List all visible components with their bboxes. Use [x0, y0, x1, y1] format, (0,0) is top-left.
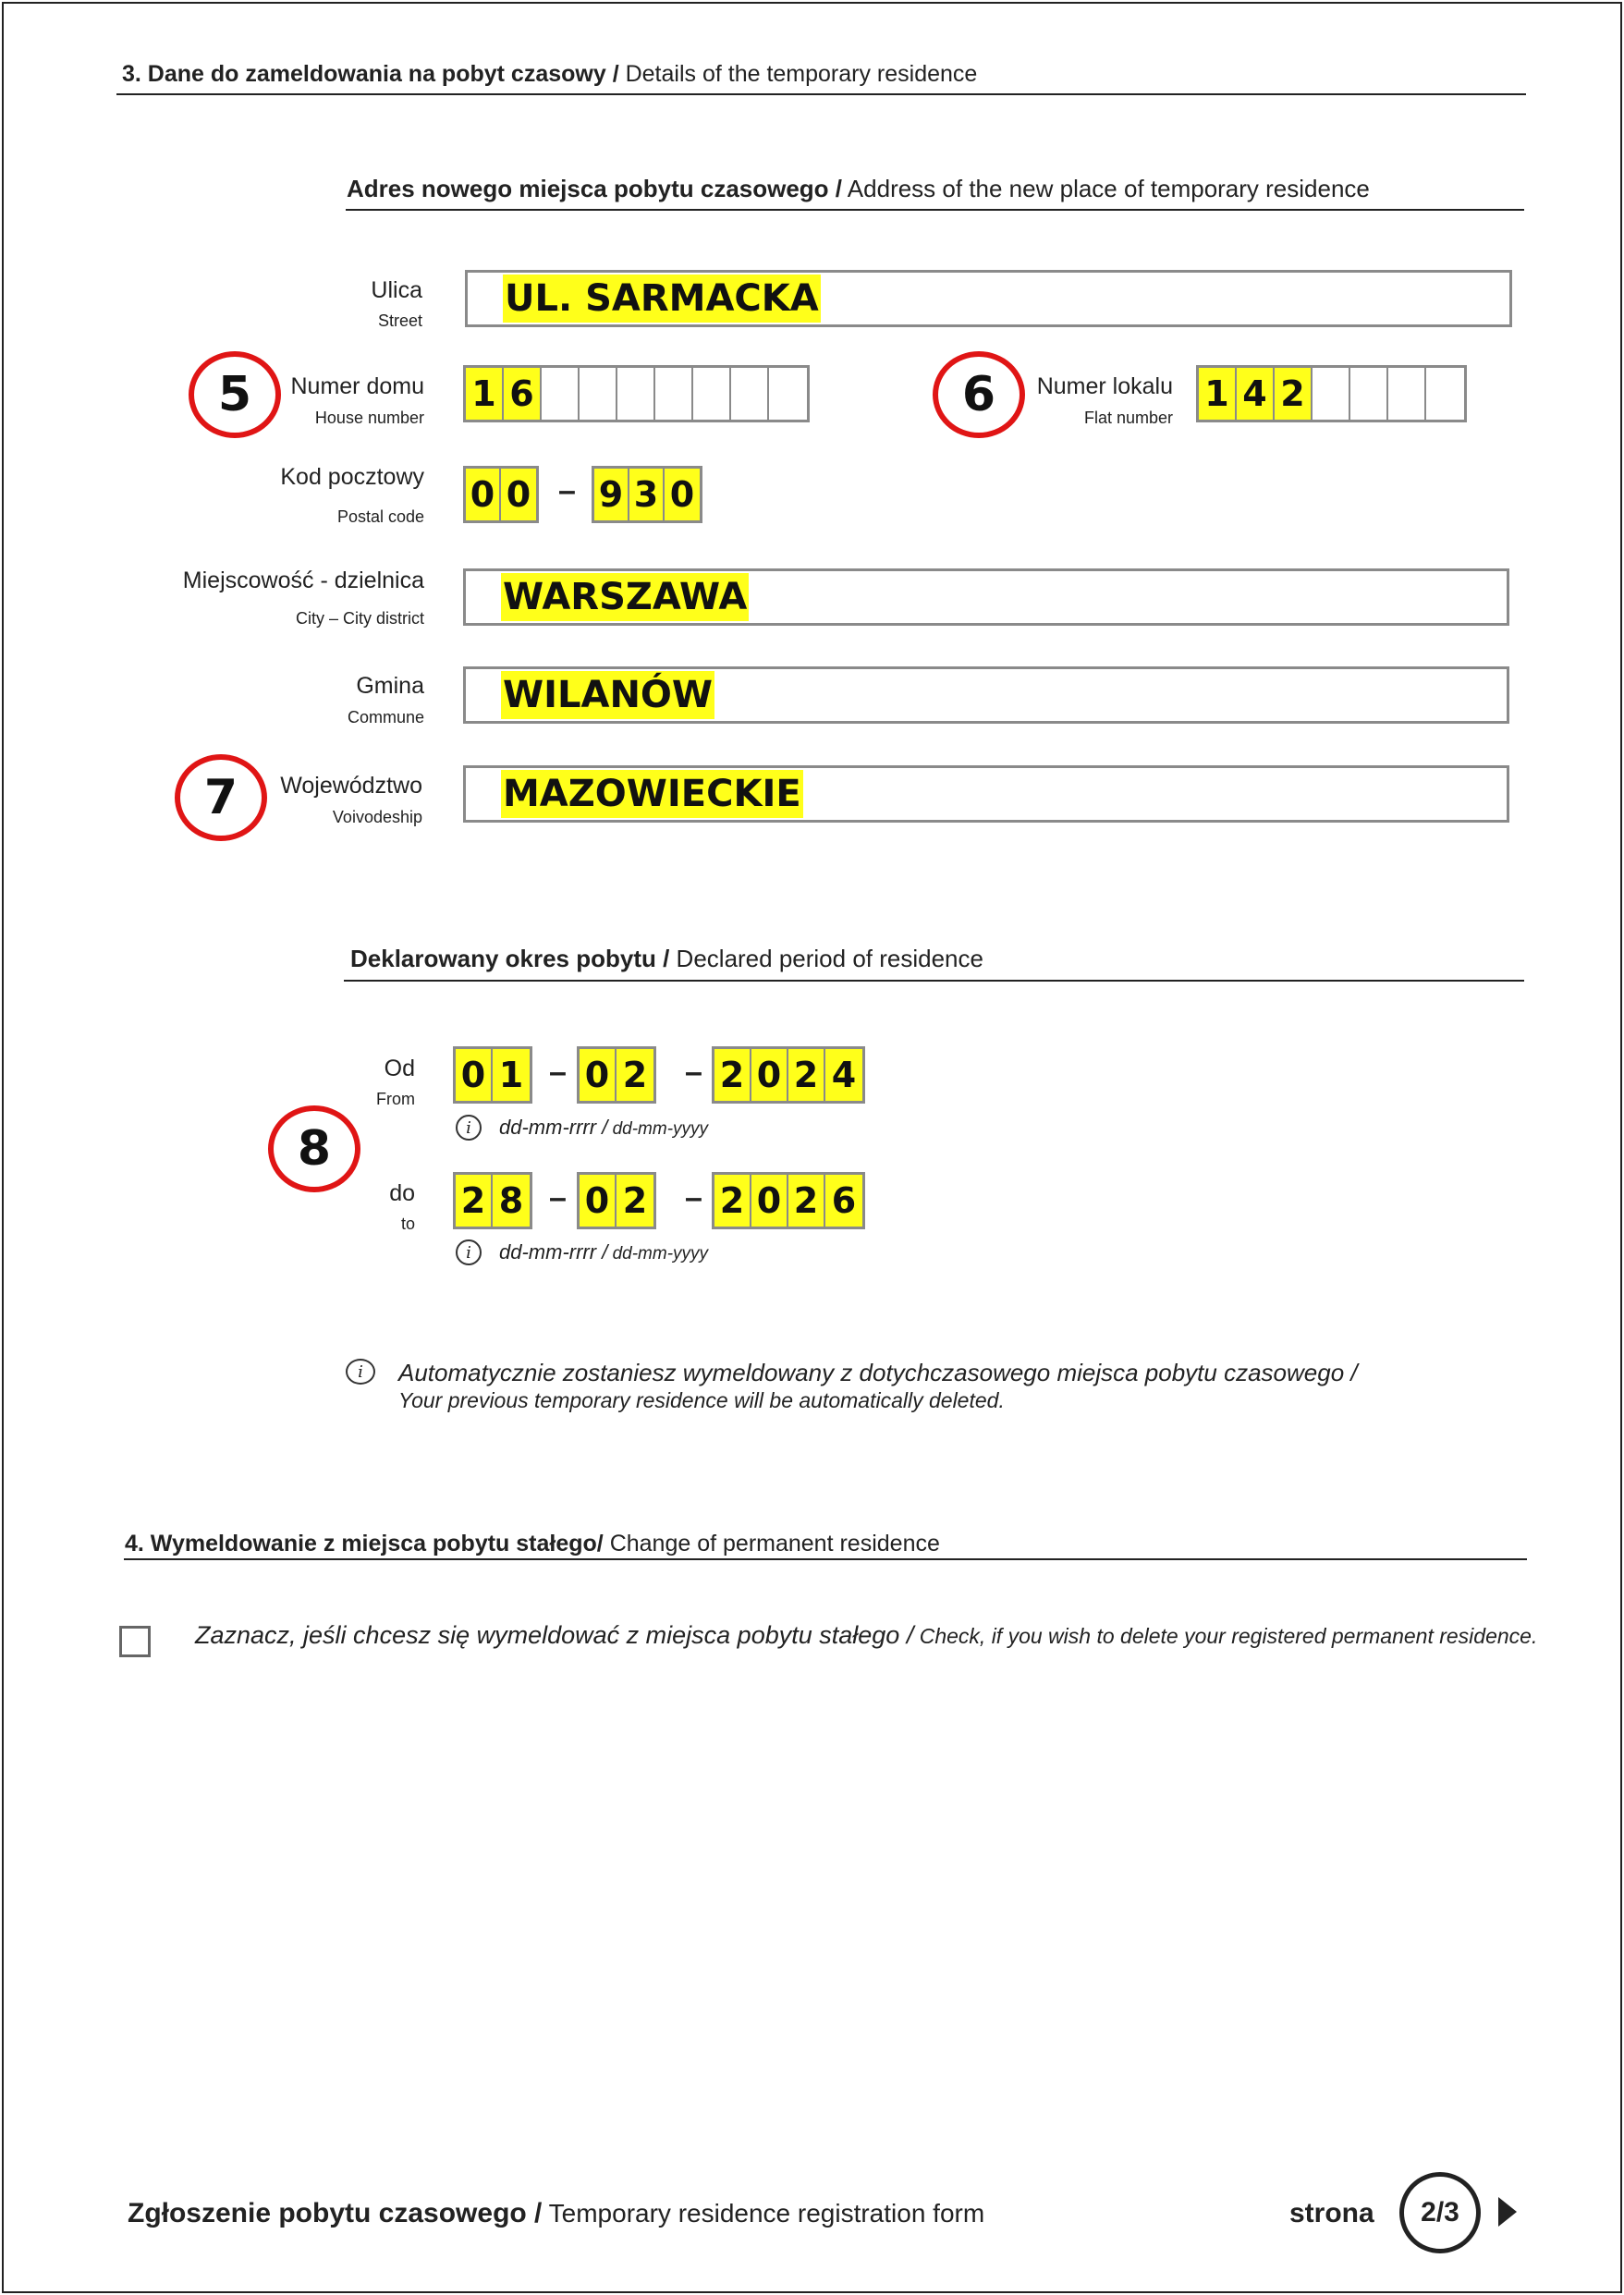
voivodeship-value: MAZOWIECKIE	[501, 770, 803, 818]
char-value: 0	[584, 1055, 610, 1095]
section-3-rule	[116, 93, 1526, 95]
char-value: 2	[622, 1055, 648, 1095]
to-label-en: to	[400, 1215, 415, 1233]
char-box[interactable]	[825, 1175, 862, 1227]
street-value: UL. SARMACKA	[503, 275, 821, 323]
postal-code-label-en: Postal code	[336, 507, 424, 526]
char-value: 0	[756, 1055, 782, 1095]
char-box[interactable]	[1388, 368, 1426, 420]
char-box[interactable]	[466, 469, 501, 520]
char-value: 0	[756, 1180, 782, 1221]
marker-5: 5	[189, 351, 281, 438]
char-value: 2	[622, 1180, 648, 1221]
char-box[interactable]	[456, 1175, 493, 1227]
char-box[interactable]	[1350, 368, 1388, 420]
char-box[interactable]	[751, 1175, 788, 1227]
to-label: do	[389, 1180, 415, 1206]
char-box[interactable]	[629, 469, 665, 520]
next-page-arrow-icon[interactable]	[1498, 2197, 1517, 2227]
from-date-format-hint: dd-mm-rrrr / dd-mm-yyyy	[499, 1116, 709, 1139]
to-info-icon: i	[456, 1239, 482, 1265]
char-box[interactable]	[617, 368, 655, 420]
city-input[interactable]	[463, 568, 1509, 626]
char-value: 2	[793, 1055, 819, 1095]
char-box[interactable]	[580, 1175, 617, 1227]
char-box[interactable]	[714, 1049, 751, 1101]
from-label-en: From	[376, 1090, 415, 1108]
street-input[interactable]	[465, 270, 1512, 327]
delete-permanent-residence-checkbox[interactable]	[119, 1626, 151, 1657]
char-box[interactable]	[1426, 368, 1464, 420]
form-page	[2, 2, 1622, 2293]
char-value: 1	[498, 1055, 524, 1095]
char-box[interactable]	[580, 368, 617, 420]
city-label: Miejscowość - dzielnica	[182, 568, 424, 593]
to-year-input[interactable]	[712, 1172, 865, 1229]
char-value: 0	[584, 1180, 610, 1221]
char-box[interactable]	[1313, 368, 1350, 420]
char-box[interactable]	[751, 1049, 788, 1101]
section-4-rule	[124, 1558, 1527, 1560]
flat-number-input[interactable]	[1196, 365, 1467, 422]
page-number-indicator: 2/3	[1399, 2172, 1481, 2253]
char-box[interactable]	[1275, 368, 1313, 420]
period-rule	[344, 980, 1524, 982]
period-subtitle: Deklarowany okres pobytu / Declared period of residence	[350, 945, 983, 972]
postal-code-label: Kod pocztowy	[280, 464, 424, 490]
char-value: 0	[506, 474, 531, 515]
char-value: 2	[719, 1180, 745, 1221]
char-value: 6	[831, 1180, 857, 1221]
char-box[interactable]	[665, 469, 700, 520]
section-4-title: 4. Wymeldowanie z miejsca pobytu stałego/ Change of permanent residence	[125, 1531, 940, 1556]
from-label: Od	[384, 1056, 415, 1081]
char-value: 4	[831, 1055, 857, 1095]
commune-label-en: Commune	[347, 708, 424, 726]
voivodeship-label-en: Voivodeship	[332, 808, 422, 826]
address-rule	[346, 209, 1524, 211]
char-value: 8	[498, 1180, 524, 1221]
address-subtitle: Adres nowego miejsca pobytu czasowego / Address of the new place of temporary residence	[347, 175, 1370, 202]
footer-form-title: Zgłoszenie pobytu czasowego / Temporary residence registration form	[128, 2198, 985, 2228]
char-box[interactable]	[504, 368, 542, 420]
char-box[interactable]	[788, 1049, 825, 1101]
char-value: 9	[598, 474, 624, 515]
from-year-input[interactable]	[712, 1046, 865, 1104]
char-box[interactable]	[594, 469, 629, 520]
commune-input[interactable]	[463, 666, 1509, 724]
char-value: 2	[719, 1055, 745, 1095]
postal-code-separator: –	[558, 473, 576, 508]
char-box[interactable]	[456, 1049, 493, 1101]
char-value: 0	[669, 474, 695, 515]
char-value: 2	[793, 1180, 819, 1221]
marker-8: 8	[268, 1105, 360, 1192]
char-box[interactable]	[501, 469, 536, 520]
char-box[interactable]	[731, 368, 769, 420]
from-separator-1: –	[549, 1055, 567, 1090]
char-value: 2	[460, 1180, 486, 1221]
char-box[interactable]	[769, 368, 807, 420]
voivodeship-label: Województwo	[280, 773, 422, 799]
char-value: 1	[1204, 373, 1229, 414]
street-label-en: Street	[377, 311, 422, 330]
from-info-icon: i	[456, 1115, 482, 1141]
char-box[interactable]	[617, 1049, 653, 1101]
commune-value: WILANÓW	[501, 671, 714, 719]
postal-code-part2-input[interactable]	[592, 466, 702, 523]
char-box[interactable]	[1237, 368, 1275, 420]
char-box[interactable]	[542, 368, 580, 420]
house-number-label: Numer domu	[290, 373, 424, 399]
from-month-input[interactable]	[577, 1046, 656, 1104]
char-box[interactable]	[493, 1049, 530, 1101]
char-box[interactable]	[788, 1175, 825, 1227]
char-box[interactable]	[693, 368, 731, 420]
city-value: WARSZAWA	[501, 573, 749, 621]
page-label: strona	[1289, 2198, 1374, 2228]
flat-number-label-en: Flat number	[1083, 409, 1173, 427]
char-box[interactable]	[655, 368, 693, 420]
house-number-label-en: House number	[314, 409, 424, 427]
char-box[interactable]	[617, 1175, 653, 1227]
char-value: 4	[1242, 373, 1267, 414]
char-value: 0	[470, 474, 495, 515]
from-separator-2: –	[685, 1055, 702, 1090]
city-label-en: City – City district	[295, 609, 424, 628]
street-label: Ulica	[371, 277, 422, 303]
marker-6: 6	[933, 351, 1025, 438]
to-date-format-hint: dd-mm-rrrr / dd-mm-yyyy	[499, 1240, 709, 1263]
char-value: 2	[1280, 373, 1305, 414]
section-3-title: 3. Dane do zameldowania na pobyt czasowy / Details of the temporary residence	[122, 61, 978, 87]
char-box[interactable]	[493, 1175, 530, 1227]
to-month-input[interactable]	[577, 1172, 656, 1229]
to-separator-1: –	[549, 1180, 567, 1215]
to-separator-2: –	[685, 1180, 702, 1215]
marker-7: 7	[175, 754, 267, 841]
note-info-icon: i	[346, 1359, 375, 1385]
char-box[interactable]	[580, 1049, 617, 1101]
from-day-input[interactable]	[453, 1046, 532, 1104]
auto-deregistration-note: Automatycznie zostaniesz wymeldowany z dotychczasowego miejsca pobytu czasowego / Your previous temporary residence will be automatically deleted.	[398, 1359, 1358, 1412]
voivodeship-input[interactable]	[463, 765, 1509, 823]
flat-number-label: Numer lokalu	[1036, 373, 1173, 399]
char-box[interactable]	[1199, 368, 1237, 420]
char-value: 0	[460, 1055, 486, 1095]
commune-label: Gmina	[356, 673, 424, 699]
char-value: 6	[509, 373, 534, 414]
char-box[interactable]	[714, 1175, 751, 1227]
delete-permanent-residence-label: Zaznacz, jeśli chcesz się wymeldować z miejsca pobytu stałego / Check, if you wish to delete your registered permanent residence.	[195, 1621, 1538, 1649]
char-value: 1	[471, 373, 496, 414]
house-number-input[interactable]	[463, 365, 810, 422]
char-box[interactable]	[466, 368, 504, 420]
to-day-input[interactable]	[453, 1172, 532, 1229]
postal-code-part1-input[interactable]	[463, 466, 539, 523]
char-value: 3	[633, 474, 659, 515]
char-box[interactable]	[825, 1049, 862, 1101]
